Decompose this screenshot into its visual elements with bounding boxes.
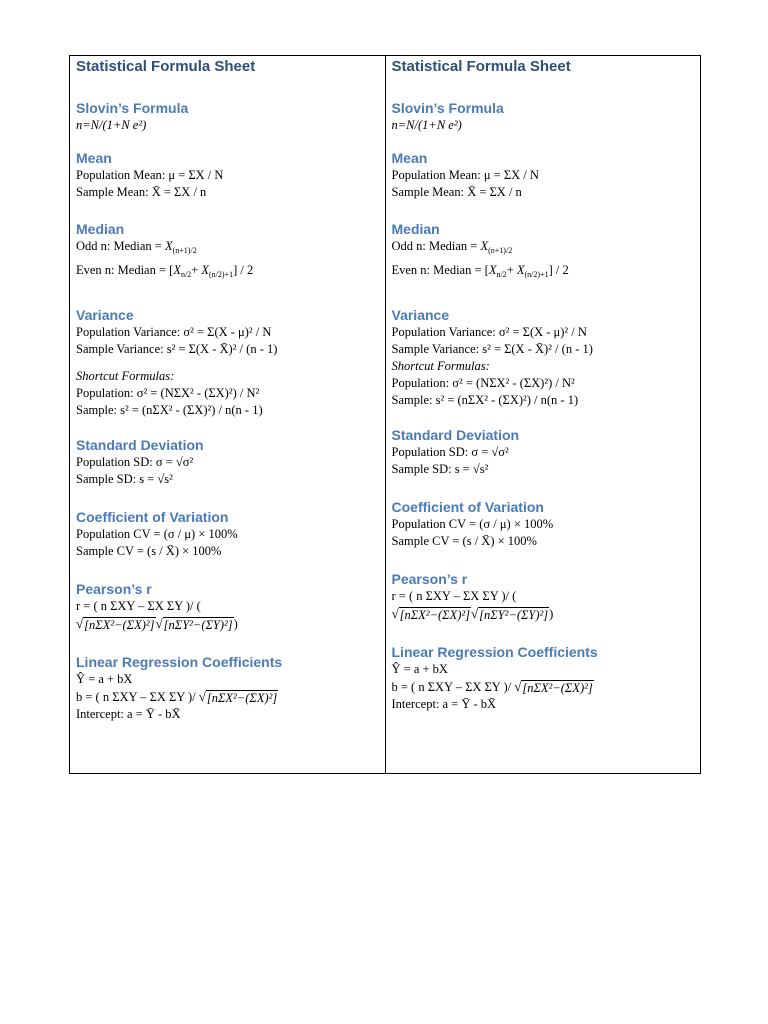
median-even: Even n: Median = $[X_{n/2}+ X_{(n/2)+1}] / 2$	[76, 263, 254, 279]
sheet-title: Statistical Formula Sheet	[76, 58, 256, 75]
sample-mean: Sample Mean: X̄ = ΣX / n	[391, 185, 522, 199]
population-cv: Population CV = (σ / μ) × 100%	[391, 517, 554, 531]
median-odd: Odd n: Median = $X_{(n+1)/2}$	[391, 239, 513, 255]
cv-heading: Coefficient of Variation	[76, 509, 229, 525]
sample-cv: Sample CV = (s / X̄) × 100%	[391, 534, 537, 548]
cv-heading: Coefficient of Variation	[391, 499, 544, 515]
median-odd: Odd n: Median = $X_{(n+1)/2}$	[76, 239, 197, 255]
regression-b: b = ( n ΣXY – ΣX ΣY )/ √ [nΣX²−(ΣX)²]	[76, 689, 278, 705]
population-sd: Population SD: σ = √σ²	[76, 455, 194, 469]
median-even: Even n: Median = $[X_{n/2}+ X_{(n/2)+1}] / 2$	[391, 263, 569, 279]
pearson-formula-line2: √ [nΣX²−(ΣX)²] √ [nΣY²−(ΣY)²] )	[391, 606, 554, 622]
shortcut-sample: Sample: s² = (nΣX² - (ΣX)²) / n(n - 1)	[76, 403, 263, 417]
pearson-heading: Pearson’s r	[76, 581, 152, 597]
sample-cv: Sample CV = (s / X̄) × 100%	[76, 544, 222, 558]
regression-intercept: Intercept: a = Ȳ - bX̄	[76, 707, 181, 721]
shortcut-sample: Sample: s² = (nΣX² - (ΣX)²) / n(n - 1)	[391, 393, 579, 407]
mean-heading: Mean	[391, 150, 428, 166]
right-column	[385, 56, 701, 773]
regression-heading: Linear Regression Coefficients	[391, 644, 598, 660]
pearson-formula-line2: √ [nΣX²−(ΣX)²] √ [nΣY²−(ΣY)²] )	[76, 616, 238, 632]
sd-heading: Standard Deviation	[391, 427, 520, 443]
population-mean: Population Mean: μ = ΣX / N	[76, 168, 224, 182]
shortcut-formulas-label: Shortcut Formulas:	[76, 369, 175, 383]
regression-y: Ŷ = a + bX	[391, 662, 448, 676]
shortcut-population: Population: σ² = (NΣX² - (ΣX)²) / N²	[76, 386, 260, 400]
shortcut-formulas-label: Shortcut Formulas:	[391, 359, 490, 373]
population-variance: Population Variance: σ² = Σ(X - μ)² / N	[76, 325, 272, 339]
sample-sd: Sample SD: s = √s²	[76, 472, 173, 486]
population-mean: Population Mean: μ = ΣX / N	[391, 168, 539, 182]
sd-heading: Standard Deviation	[76, 437, 204, 453]
slovin-heading: Slovin’s Formula	[76, 100, 189, 116]
pearson-formula-line1: r = ( n ΣXY – ΣX ΣY )/ (	[76, 599, 201, 613]
left-column	[70, 56, 385, 773]
regression-y: Ŷ = a + bX	[76, 672, 133, 686]
sample-sd: Sample SD: s = √s²	[391, 462, 489, 476]
pearson-formula-line1: r = ( n ΣXY – ΣX ΣY )/ (	[391, 589, 517, 603]
regression-heading: Linear Regression Coefficients	[76, 654, 283, 670]
regression-b: b = ( n ΣXY – ΣX ΣY )/ √ [nΣX²−(ΣX)²]	[391, 679, 593, 695]
variance-heading: Variance	[391, 307, 450, 323]
slovin-formula: n=N/(1+N e²)	[391, 118, 462, 132]
pearson-heading: Pearson’s r	[391, 571, 468, 587]
formula-sheet-table	[69, 55, 701, 774]
population-variance: Population Variance: σ² = Σ(X - μ)² / N	[391, 325, 587, 339]
sheet-title: Statistical Formula Sheet	[391, 58, 571, 75]
median-heading: Median	[76, 221, 125, 237]
population-cv: Population CV = (σ / μ) × 100%	[76, 527, 238, 541]
sample-variance: Sample Variance: s² = Σ(X - X̄)² / (n - 1)	[391, 342, 593, 356]
sample-variance: Sample Variance: s² = Σ(X - X̄)² / (n - 1)	[76, 342, 278, 356]
mean-heading: Mean	[76, 150, 112, 166]
slovin-formula: n=N/(1+N e²)	[76, 118, 147, 132]
slovin-heading: Slovin’s Formula	[391, 100, 504, 116]
sample-mean: Sample Mean: X̄ = ΣX / n	[76, 185, 207, 199]
regression-intercept: Intercept: a = Ȳ - bX̄	[391, 697, 497, 711]
median-heading: Median	[391, 221, 440, 237]
variance-heading: Variance	[76, 307, 134, 323]
population-sd: Population SD: σ = √σ²	[391, 445, 509, 459]
shortcut-population: Population: σ² = (NΣX² - (ΣX)²) / N²	[391, 376, 575, 390]
